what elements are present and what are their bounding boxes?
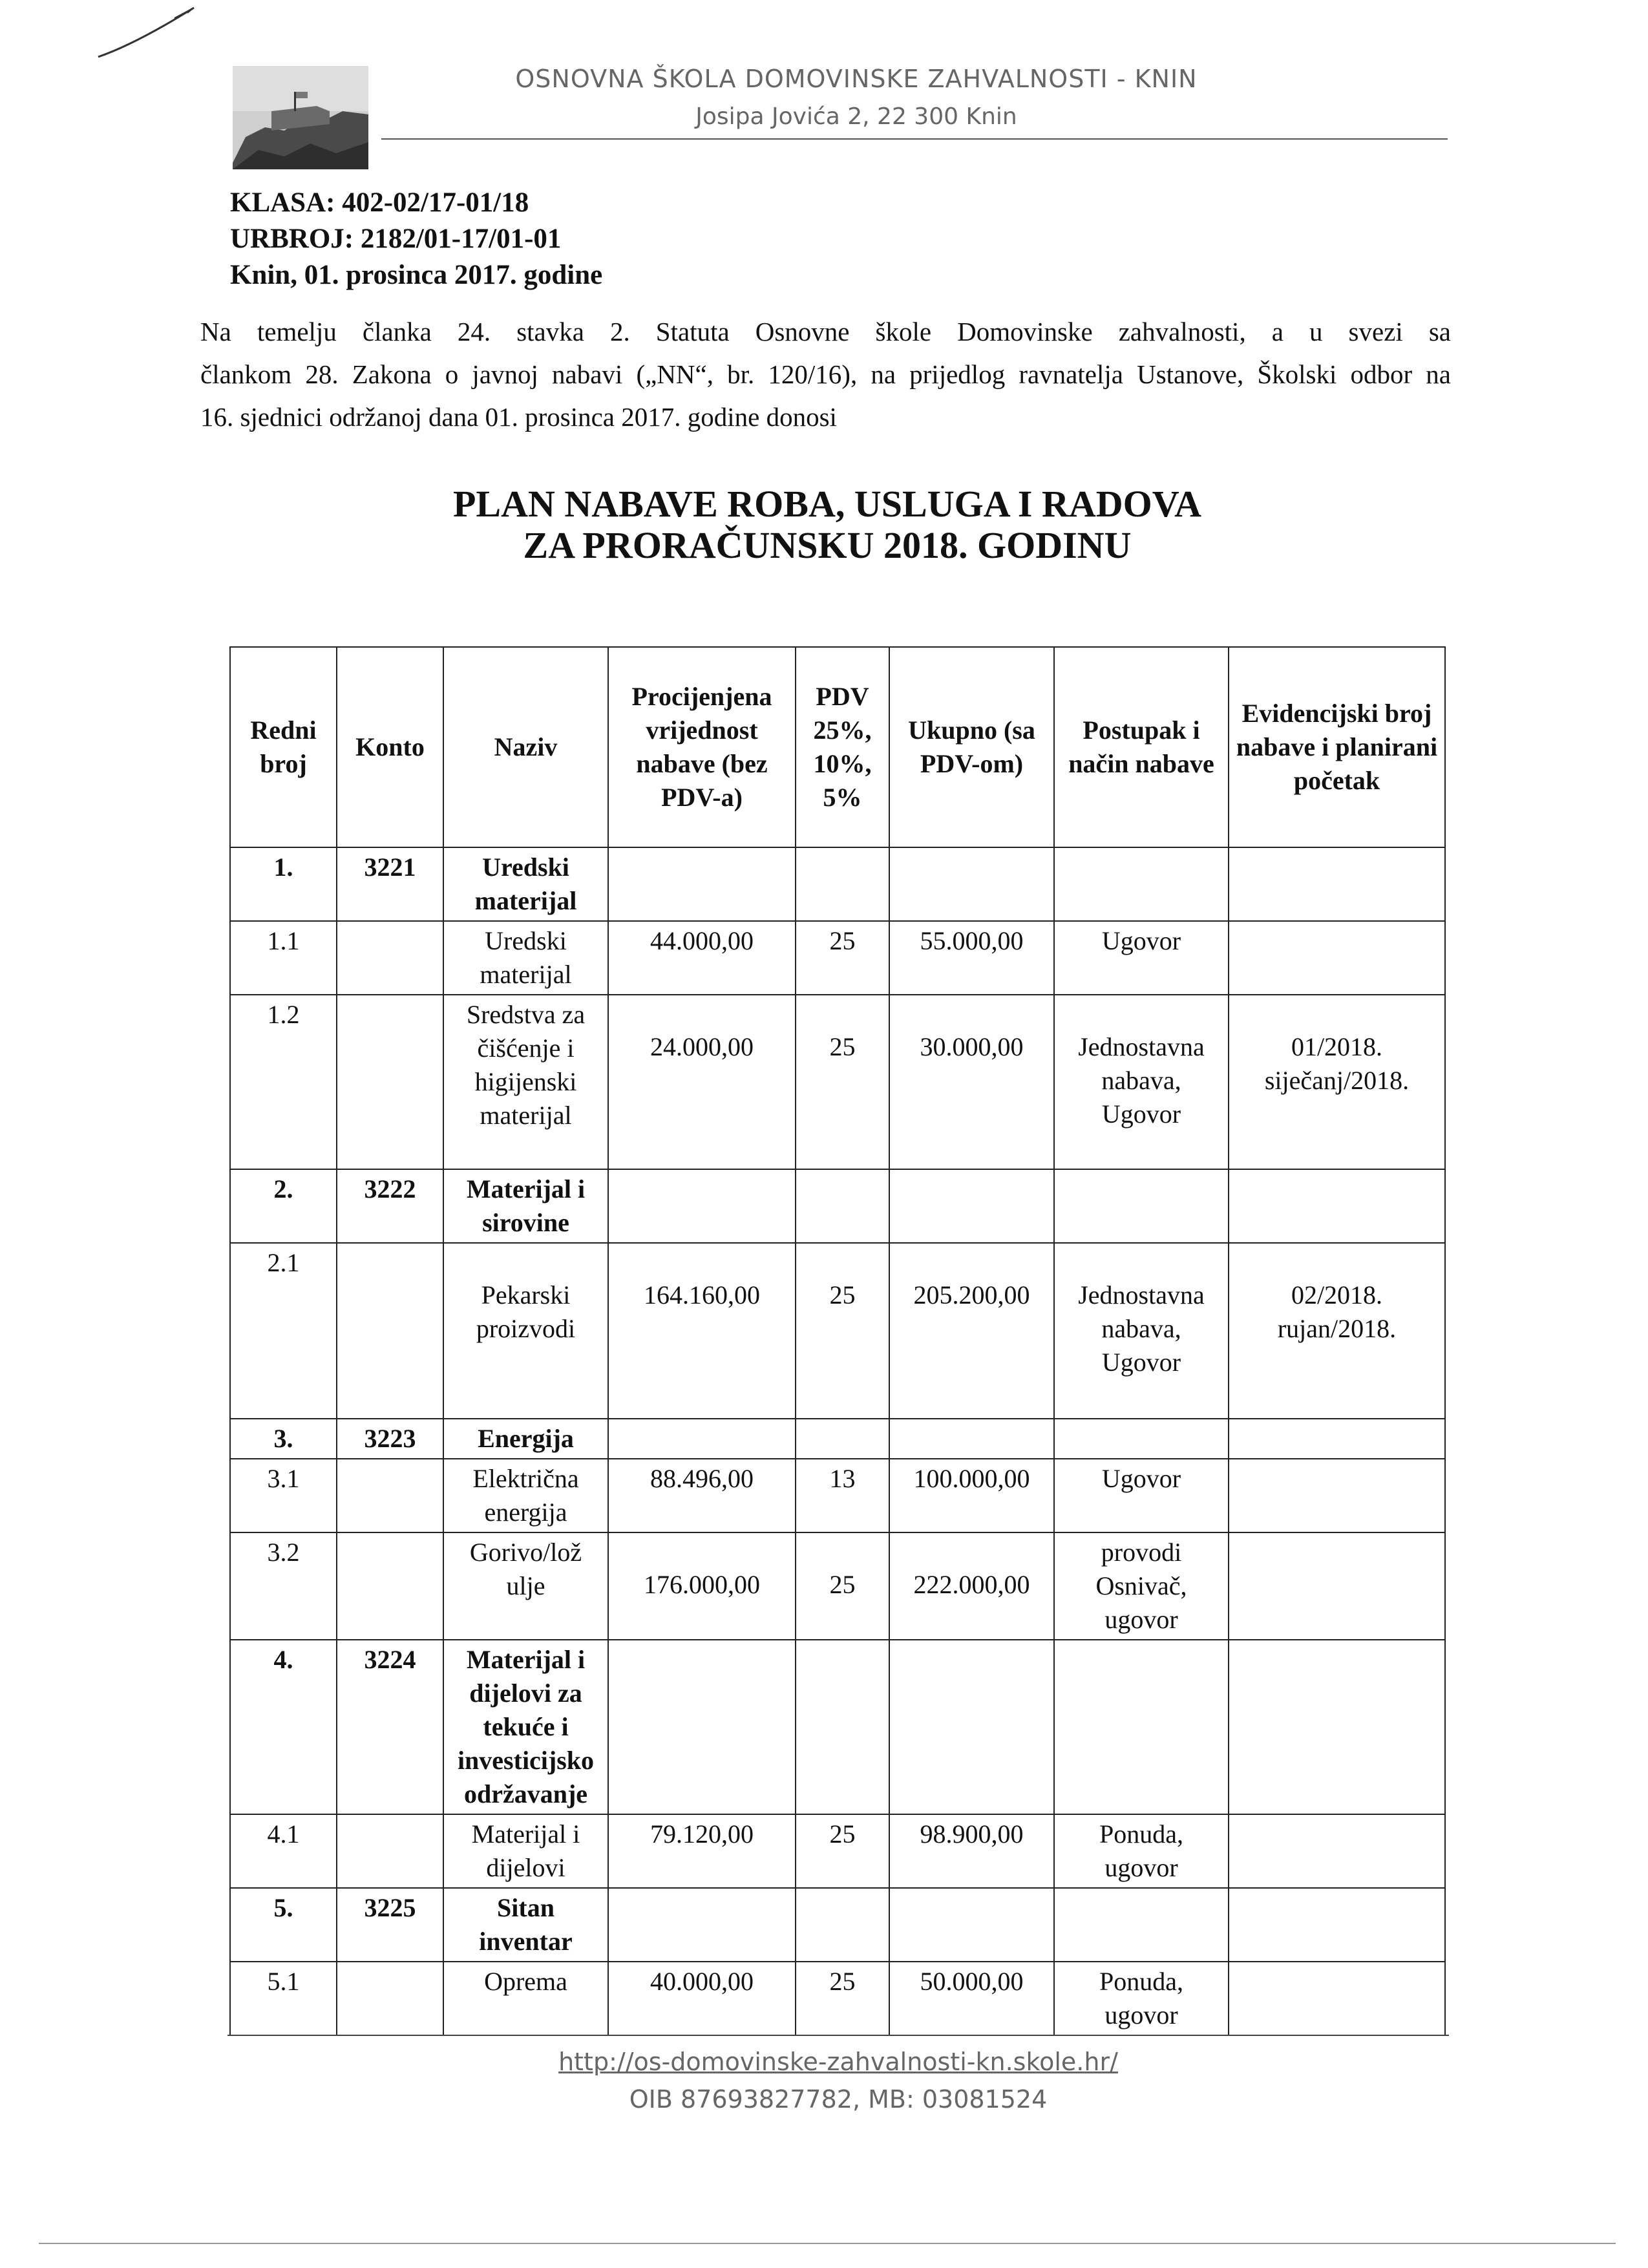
cell-no: 1. bbox=[230, 847, 337, 921]
title-line-1: PLAN NABAVE ROBA, USLUGA I RADOVA bbox=[452, 483, 1202, 525]
cell-konto: 3222 bbox=[337, 1169, 443, 1243]
footer-divider bbox=[227, 2035, 1449, 2036]
cell-no: 2.1 bbox=[230, 1243, 337, 1419]
table-row bbox=[230, 1532, 1445, 1640]
cell-postupak: Jednostavna nabava, Ugovor bbox=[1054, 1243, 1229, 1419]
col-header-konto: Konto bbox=[337, 647, 443, 847]
cell-total: 30.000,00 bbox=[889, 995, 1054, 1169]
cell-naziv: Oprema bbox=[443, 1962, 608, 2035]
col-header-pdv: PDV 25%, 10%, 5% bbox=[796, 647, 889, 847]
cell-no: 3.2 bbox=[230, 1532, 337, 1640]
cell-naziv: Uredski materijal bbox=[443, 921, 608, 995]
cell-total bbox=[889, 1419, 1054, 1459]
table-header-row bbox=[230, 647, 1445, 847]
cell-value: 79.120,00 bbox=[608, 1814, 796, 1888]
cell-evid bbox=[1229, 1888, 1445, 1962]
cell-value: 176.000,00 bbox=[608, 1532, 796, 1640]
cell-value: 164.160,00 bbox=[608, 1243, 796, 1419]
cell-konto: 3224 bbox=[337, 1640, 443, 1814]
cell-konto: 3223 bbox=[337, 1419, 443, 1459]
table-row bbox=[230, 1814, 1445, 1888]
cell-no: 4. bbox=[230, 1640, 337, 1814]
table-row bbox=[230, 995, 1445, 1169]
cell-konto bbox=[337, 1962, 443, 2035]
cell-evid: 01/2018. siječanj/2018. bbox=[1229, 995, 1445, 1169]
col-header-procijenjena-vrijednost: Procijenjena vrijednost nabave (bez PDV-a) bbox=[608, 647, 796, 847]
cell-no: 3. bbox=[230, 1419, 337, 1459]
table-row bbox=[230, 1169, 1445, 1243]
school-address: Josipa Jovića 2, 22 300 Knin bbox=[695, 103, 1017, 130]
cell-pdv: 13 bbox=[796, 1459, 889, 1532]
cell-pdv: 25 bbox=[796, 1243, 889, 1419]
cell-no: 1.1 bbox=[230, 921, 337, 995]
intro-paragraph bbox=[200, 310, 1451, 438]
cell-pdv: 25 bbox=[796, 1962, 889, 2035]
cell-naziv: Električna energija bbox=[443, 1459, 608, 1532]
cell-postupak: provodi Osnivač, ugovor bbox=[1054, 1532, 1229, 1640]
cell-evid bbox=[1229, 1814, 1445, 1888]
table-row bbox=[230, 1243, 1445, 1419]
cell-value: 44.000,00 bbox=[608, 921, 796, 995]
footer-website-link[interactable]: http://os-domovinske-zahvalnosti-kn.skole.hr/ bbox=[558, 2048, 1118, 2076]
cell-total: 100.000,00 bbox=[889, 1459, 1054, 1532]
cell-postupak: Ponuda, ugovor bbox=[1054, 1814, 1229, 1888]
cell-evid bbox=[1229, 1640, 1445, 1814]
cell-evid: 02/2018. rujan/2018. bbox=[1229, 1243, 1445, 1419]
cell-postupak bbox=[1054, 1419, 1229, 1459]
cell-postupak bbox=[1054, 847, 1229, 921]
procurement-plan-table bbox=[229, 646, 1446, 2036]
cell-postupak: Jednostavna nabava, Ugovor bbox=[1054, 995, 1229, 1169]
intro-line-2: člankom 28. Zakona o javnoj nabavi („NN“, br. 120/16), na prijedlog ravnatelja Ustanove, Školski odbor na bbox=[200, 359, 1451, 389]
cell-naziv: Pekarski proizvodi bbox=[443, 1243, 608, 1419]
col-header-postupak: Postupak i način nabave bbox=[1054, 647, 1229, 847]
cell-pdv bbox=[796, 1169, 889, 1243]
cell-value: 40.000,00 bbox=[608, 1962, 796, 2035]
table-row bbox=[230, 1888, 1445, 1962]
table-row bbox=[230, 847, 1445, 921]
table-row bbox=[230, 1640, 1445, 1814]
cell-pdv: 25 bbox=[796, 995, 889, 1169]
urbroj: URBROJ: 2182/01-17/01-01 bbox=[230, 224, 562, 254]
cell-naziv: Materijal i dijelovi za tekuće i investicijsko održavanje bbox=[443, 1640, 608, 1814]
cell-naziv: Sitan inventar bbox=[443, 1888, 608, 1962]
cell-evid bbox=[1229, 1962, 1445, 2035]
cell-value bbox=[608, 1419, 796, 1459]
cell-total: 50.000,00 bbox=[889, 1962, 1054, 2035]
cell-no: 3.1 bbox=[230, 1459, 337, 1532]
cell-value bbox=[608, 1888, 796, 1962]
cell-postupak bbox=[1054, 1640, 1229, 1814]
cell-pdv bbox=[796, 847, 889, 921]
cell-pdv bbox=[796, 1419, 889, 1459]
cell-evid bbox=[1229, 847, 1445, 921]
header-divider bbox=[381, 138, 1448, 140]
cell-total bbox=[889, 1169, 1054, 1243]
cell-postupak: Ponuda, ugovor bbox=[1054, 1962, 1229, 2035]
cell-no: 4.1 bbox=[230, 1814, 337, 1888]
cell-evid bbox=[1229, 1419, 1445, 1459]
cell-evid bbox=[1229, 921, 1445, 995]
cell-postupak bbox=[1054, 1888, 1229, 1962]
cell-evid bbox=[1229, 1532, 1445, 1640]
col-header-redni-broj: Redni broj bbox=[230, 647, 337, 847]
cell-konto bbox=[337, 1532, 443, 1640]
cell-naziv: Materijal i sirovine bbox=[443, 1169, 608, 1243]
school-name: OSNOVNA ŠKOLA DOMOVINSKE ZAHVALNOSTI - KNIN bbox=[515, 65, 1198, 93]
cell-postupak: Ugovor bbox=[1054, 1459, 1229, 1532]
cell-pdv: 25 bbox=[796, 1814, 889, 1888]
table-row bbox=[230, 1419, 1445, 1459]
col-header-naziv: Naziv bbox=[443, 647, 608, 847]
cell-total bbox=[889, 1888, 1054, 1962]
cell-naziv: Materijal i dijelovi bbox=[443, 1814, 608, 1888]
cell-value bbox=[608, 847, 796, 921]
document-meta bbox=[230, 185, 602, 293]
cell-total bbox=[889, 847, 1054, 921]
cell-naziv: Sredstva za čišćenje i higijenski materijal bbox=[443, 995, 608, 1169]
intro-line-1: Na temelju članka 24. stavka 2. Statuta Osnovne škole Domovinske zahvalnosti, a u svezi sa bbox=[200, 317, 1451, 346]
document-title bbox=[194, 483, 1461, 566]
cell-konto: 3225 bbox=[337, 1888, 443, 1962]
school-logo-image bbox=[233, 66, 368, 169]
cell-total: 222.000,00 bbox=[889, 1532, 1054, 1640]
cell-evid bbox=[1229, 1459, 1445, 1532]
cell-total: 205.200,00 bbox=[889, 1243, 1054, 1419]
scan-pen-mark bbox=[97, 5, 200, 63]
cell-no: 5.1 bbox=[230, 1962, 337, 2035]
table-row bbox=[230, 1459, 1445, 1532]
cell-pdv bbox=[796, 1640, 889, 1814]
col-header-ukupno: Ukupno (sa PDV-om) bbox=[889, 647, 1054, 847]
footer-oib-mb: OIB 87693827782, MB: 03081524 bbox=[629, 2085, 1048, 2114]
cell-konto bbox=[337, 995, 443, 1169]
cell-konto bbox=[337, 1459, 443, 1532]
cell-konto bbox=[337, 1243, 443, 1419]
col-header-evidencijski-broj: Evidencijski broj nabave i planirani početak bbox=[1229, 647, 1445, 847]
cell-konto bbox=[337, 921, 443, 995]
cell-konto bbox=[337, 1814, 443, 1888]
cell-konto: 3221 bbox=[337, 847, 443, 921]
cell-naziv: Gorivo/lož ulje bbox=[443, 1532, 608, 1640]
place-date: Knin, 01. prosinca 2017. godine bbox=[230, 260, 603, 290]
table-row bbox=[230, 1962, 1445, 2035]
cell-evid bbox=[1229, 1169, 1445, 1243]
table-row bbox=[230, 921, 1445, 995]
cell-total: 55.000,00 bbox=[889, 921, 1054, 995]
cell-value: 88.496,00 bbox=[608, 1459, 796, 1532]
title-line-2: ZA PRORAČUNSKU 2018. GODINU bbox=[523, 524, 1132, 566]
cell-no: 1.2 bbox=[230, 995, 337, 1169]
intro-line-3: 16. sjednici održanoj dana 01. prosinca 2017. godine donosi bbox=[200, 402, 837, 432]
cell-postupak bbox=[1054, 1169, 1229, 1243]
cell-pdv bbox=[796, 1888, 889, 1962]
cell-pdv: 25 bbox=[796, 1532, 889, 1640]
cell-no: 2. bbox=[230, 1169, 337, 1243]
scan-edge-line bbox=[39, 2243, 1616, 2244]
klasa: KLASA: 402-02/17-01/18 bbox=[230, 187, 529, 218]
cell-total: 98.900,00 bbox=[889, 1814, 1054, 1888]
cell-pdv: 25 bbox=[796, 921, 889, 995]
cell-naziv: Uredski materijal bbox=[443, 847, 608, 921]
cell-value: 24.000,00 bbox=[608, 995, 796, 1169]
cell-naziv: Energija bbox=[443, 1419, 608, 1459]
cell-no: 5. bbox=[230, 1888, 337, 1962]
cell-postupak: Ugovor bbox=[1054, 921, 1229, 995]
cell-total bbox=[889, 1640, 1054, 1814]
cell-value bbox=[608, 1169, 796, 1243]
cell-value bbox=[608, 1640, 796, 1814]
